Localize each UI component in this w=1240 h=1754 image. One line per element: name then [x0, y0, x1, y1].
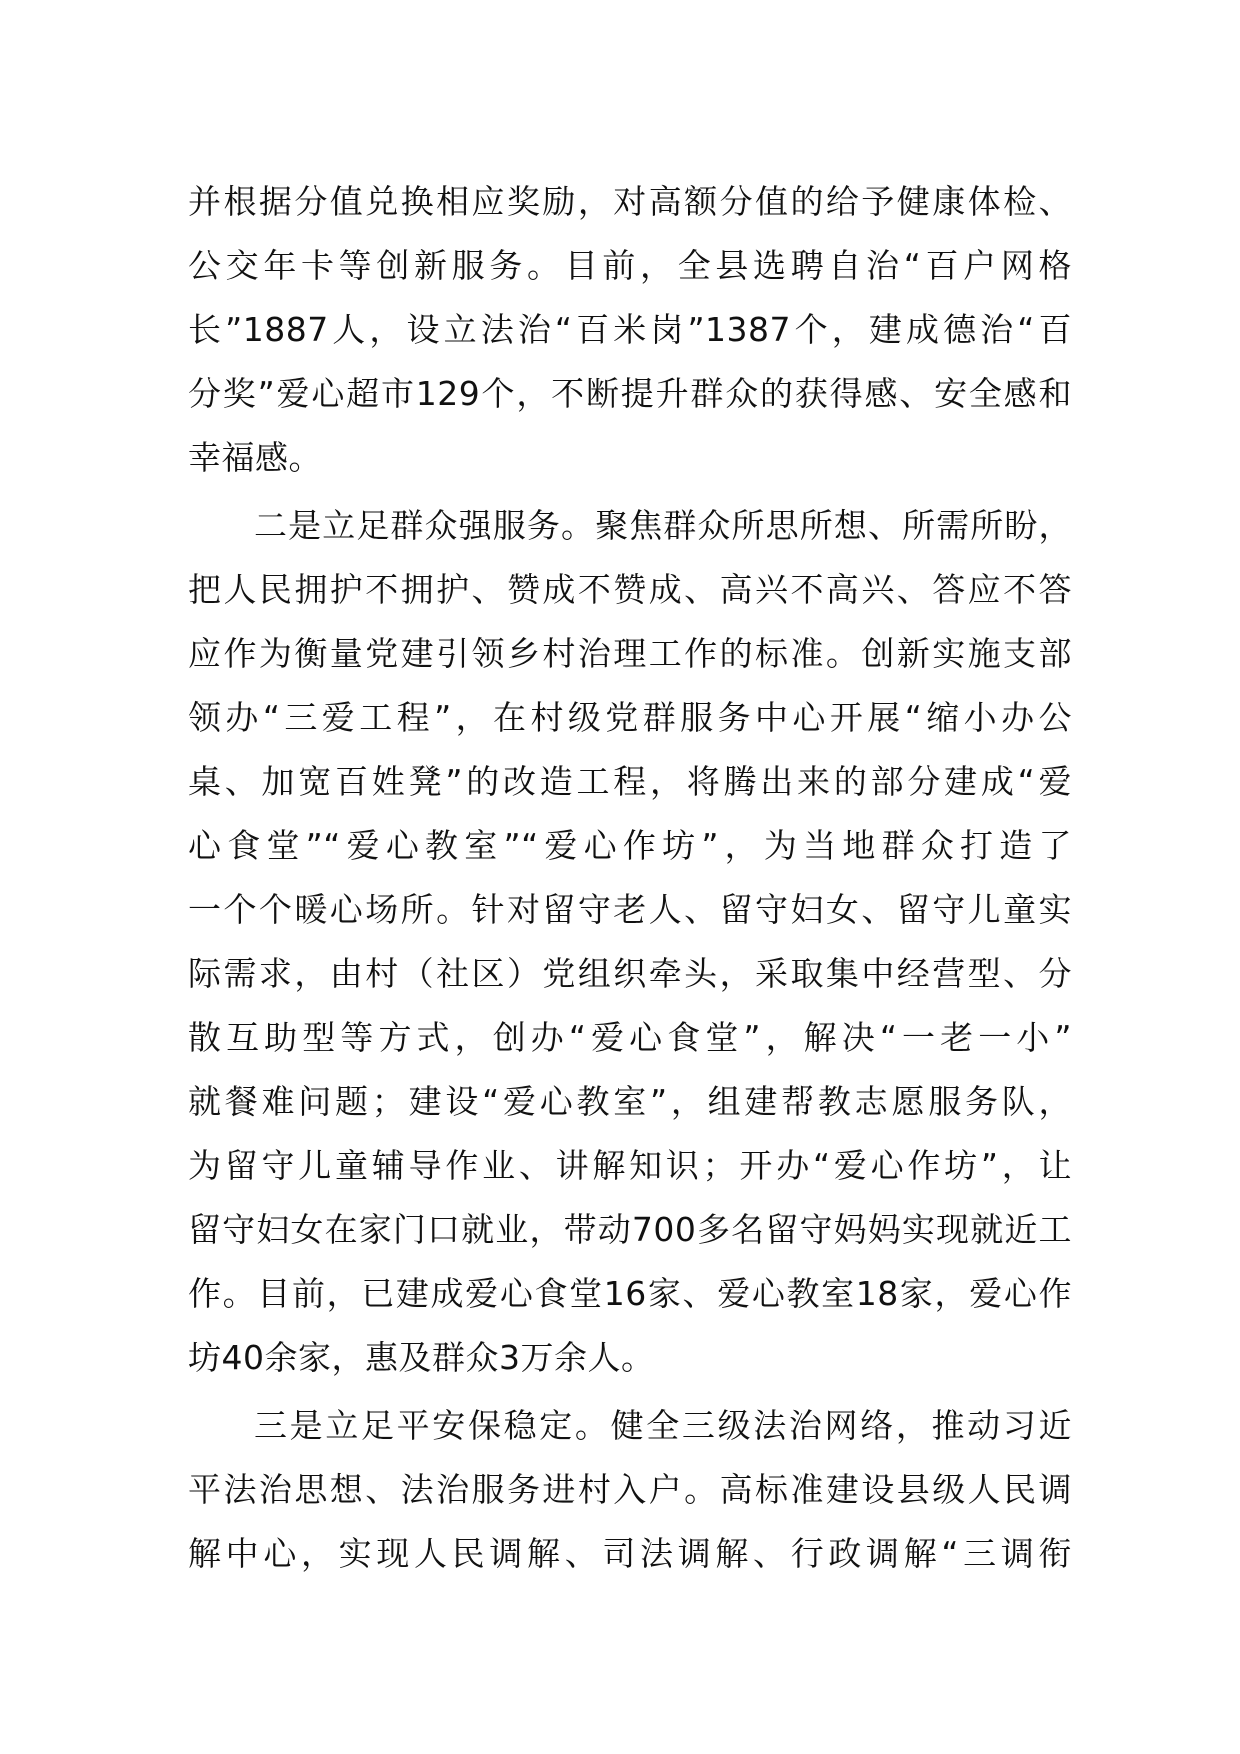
text-line: 分奖”爱心超市129个，不断提升群众的获得感、安全感和: [188, 374, 1072, 413]
text-line: 心食堂”“爱心教室”“爱心作坊”，为当地群众打造了: [188, 826, 1072, 865]
text-line: 就餐难问题；建设“爱心教室”，组建帮教志愿服务队，: [188, 1082, 1072, 1121]
text-line: 长”1887人，设立法治“百米岗”1387个，建成德治“百: [188, 310, 1072, 349]
text-line: 桌、加宽百姓凳”的改造工程，将腾出来的部分建成“爱: [188, 762, 1072, 801]
text-line: 解中心，实现人民调解、司法调解、行政调解“三调衔: [188, 1534, 1072, 1573]
body-text: [188, 170, 1072, 1586]
text-line: 散互助型等方式，创办“爱心食堂”，解决“一老一小”: [188, 1018, 1072, 1057]
text-line: 一个个暖心场所。针对留守老人、留守妇女、留守儿童实: [188, 890, 1072, 929]
text-line: 幸福感。: [188, 438, 322, 477]
text-line: 并根据分值兑换相应奖励，对高额分值的给予健康体检、: [188, 182, 1072, 221]
text-line: 二是立足群众强服务。聚焦群众所思所想、所需所盼，: [254, 506, 1072, 545]
text-line: 留守妇女在家门口就业，带动700多名留守妈妈实现就近工: [188, 1210, 1072, 1249]
text-line: 作。目前，已建成爱心食堂16家、爱心教室18家，爱心作: [188, 1274, 1072, 1313]
paragraph: [188, 494, 1072, 1390]
paragraph: [188, 1394, 1072, 1586]
text-line: 坊40余家，惠及群众3万余人。: [188, 1338, 655, 1377]
text-line: 把人民拥护不拥护、赞成不赞成、高兴不高兴、答应不答: [188, 570, 1072, 609]
text-line: 三是立足平安保稳定。健全三级法治网络，推动习近: [254, 1406, 1072, 1445]
text-line: 公交年卡等创新服务。目前，全县选聘自治“百户网格: [188, 246, 1072, 285]
text-line: 应作为衡量党建引领乡村治理工作的标准。创新实施支部: [188, 634, 1072, 673]
text-line: 平法治思想、法治服务进村入户。高标准建设县级人民调: [188, 1470, 1072, 1509]
text-line: 际需求，由村（社区）党组织牵头，采取集中经营型、分: [188, 954, 1072, 993]
text-line: 为留守儿童辅导作业、讲解知识；开办“爱心作坊”，让: [188, 1146, 1072, 1185]
text-line: 领办“三爱工程”，在村级党群服务中心开展“缩小办公: [188, 698, 1072, 737]
paragraph: [188, 170, 1072, 490]
